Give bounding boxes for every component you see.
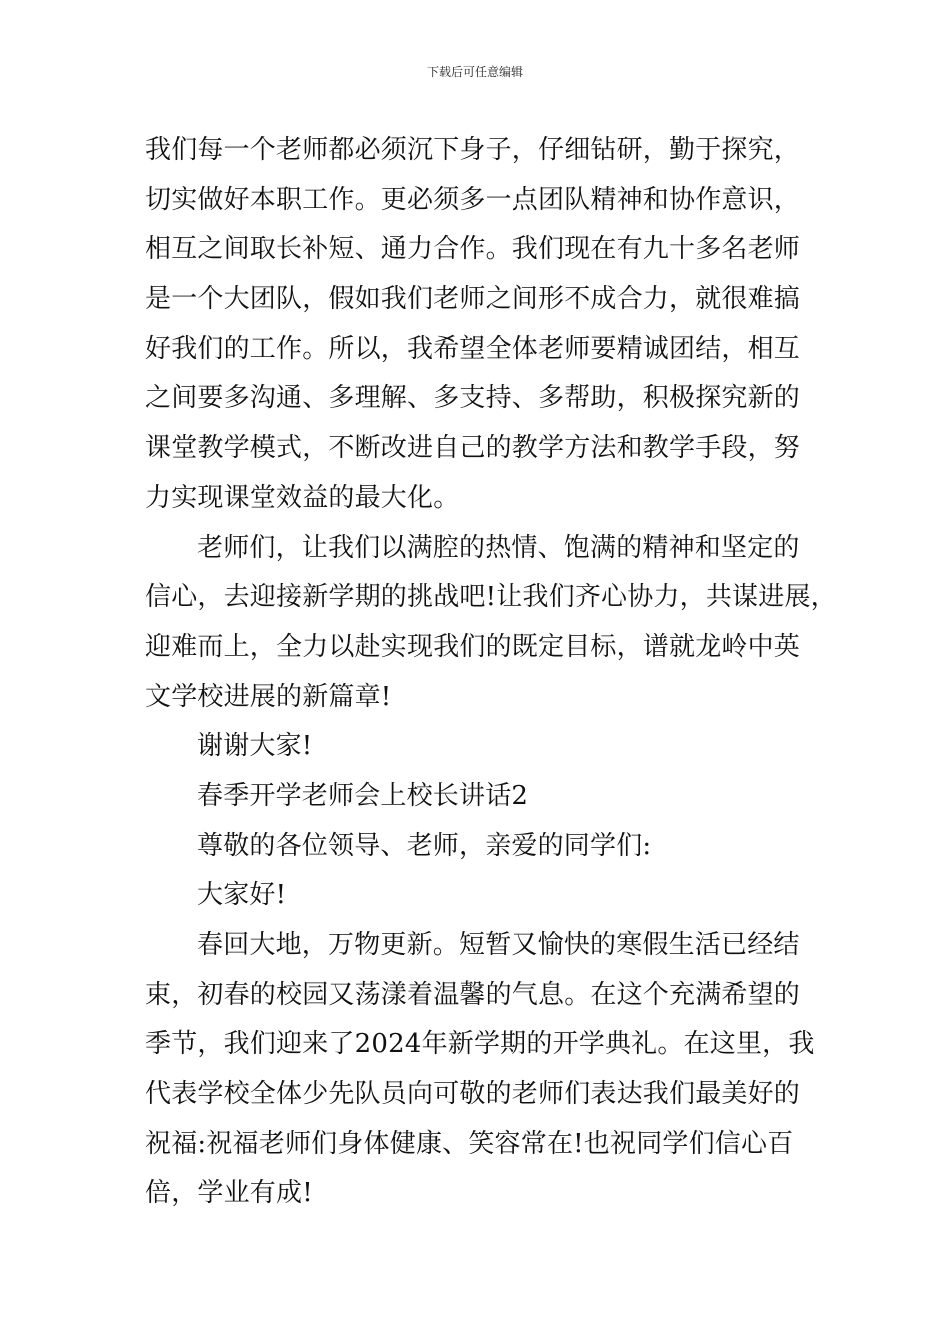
paragraph-start-line: 老师们，让我们以满腔的热情、饱满的精神和坚定的 — [197, 532, 800, 563]
closing-thanks: 谢谢大家! — [197, 731, 313, 762]
greeting: 大家好! — [197, 880, 287, 911]
text-line: 我们每一个老师都必须沉下身子，仔细钻研，勤于探究， — [145, 135, 801, 165]
page-header: 下载后可任意编辑 — [426, 65, 523, 79]
text-line: 季节，我们迎来了2024年新学期的开学典礼。在这里，我 — [145, 1029, 815, 1060]
text-line: 是一个大团队，假如我们老师之间形不成合力，就很难搞 — [145, 284, 801, 315]
text-line: 束，初春的校园又荡漾着温馨的气息。在这个充满希望的 — [145, 979, 801, 1010]
salutation: 尊敬的各位领导、老师，亲爱的同学们: — [197, 830, 652, 861]
text-line: 迎难而上，全力以赴实现我们的既定目标，谱就龙岭中英 — [145, 631, 801, 662]
text-line: 力实现课堂效益的最大化。 — [145, 482, 460, 513]
text-line: 相互之间取长补短、通力合作。我们现在有九十多名老师 — [145, 234, 801, 265]
paragraph-start-line: 春回大地，万物更新。短暂又愉快的寒假生活已经结 — [197, 930, 800, 960]
section-title: 春季开学老师会上校长讲话2 — [197, 780, 529, 811]
text-line: 倍，学业有成! — [145, 1178, 313, 1209]
text-line: 文学校进展的新篇章! — [145, 681, 392, 712]
text-line: 切实做好本职工作。更必须多一点团队精神和协作意识， — [145, 184, 801, 215]
text-line: 课堂教学模式，不断改进自己的教学方法和教学手段，努 — [145, 433, 801, 464]
text-line: 祝福:祝福老师们身体健康、笑容常在!也祝同学们信心百 — [145, 1128, 794, 1159]
document-body — [145, 126, 837, 1219]
text-line: 好我们的工作。所以，我希望全体老师要精诚团结，相互 — [145, 333, 801, 364]
text-line: 代表学校全体少先队员向可敬的老师们表达我们最美好的 — [145, 1079, 801, 1110]
text-line: 信心，去迎接新学期的挑战吧!让我们齐心协力，共谋进展， — [145, 582, 837, 613]
text-line: 之间要多沟通、多理解、多支持、多帮助，积极探究新的 — [145, 383, 801, 414]
